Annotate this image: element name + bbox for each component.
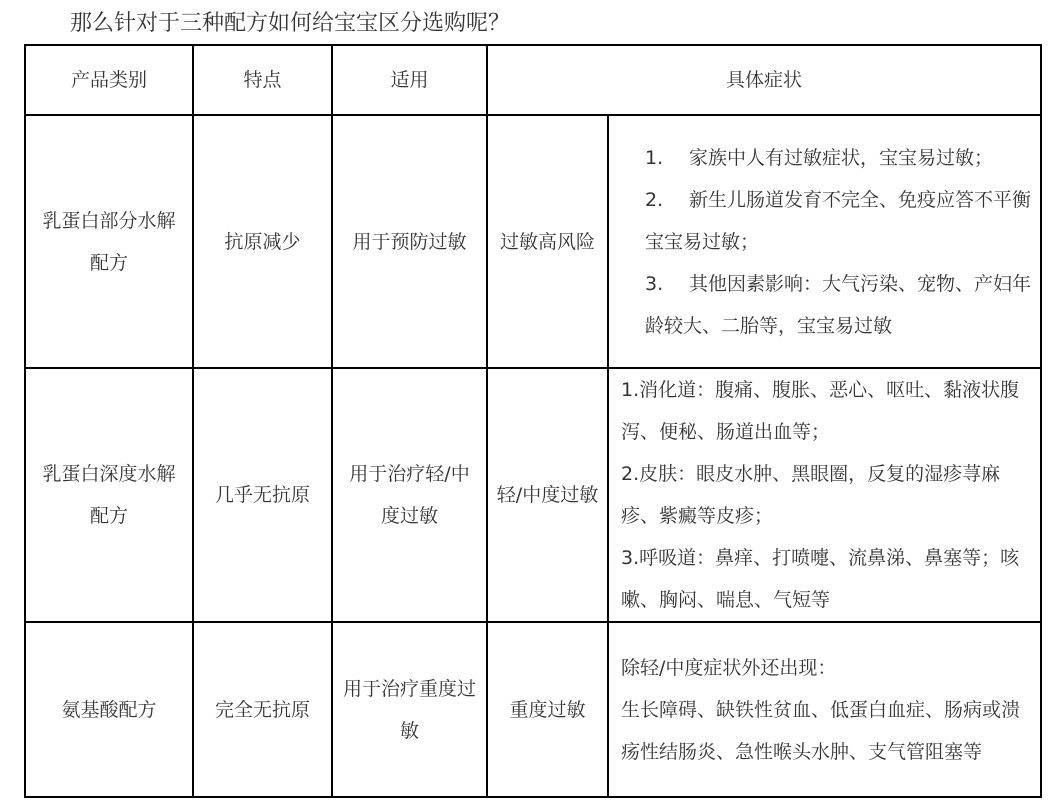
symptom-line bbox=[645, 179, 1032, 263]
category-cell: 乳蛋白部分水解配方 bbox=[25, 115, 193, 368]
symptoms-cell bbox=[608, 368, 1041, 622]
symptom-line bbox=[645, 137, 1032, 179]
table-row bbox=[25, 622, 1041, 797]
symptom-number: 3. bbox=[645, 272, 664, 295]
symptom-line: 除轻/中度症状外还出现： bbox=[621, 656, 837, 679]
table-row bbox=[25, 368, 1041, 622]
usage-cell: 用于治疗重度过敏 bbox=[332, 622, 487, 797]
category-cell: 氨基酸配方 bbox=[25, 622, 193, 797]
symptom-text: 家族中人有过敏症状，宝宝易过敏； bbox=[689, 146, 994, 169]
header-category: 产品类别 bbox=[25, 45, 193, 115]
symptom-line: 2.皮肤：眼皮水肿、黑眼圈，反复的湿疹荨麻疹、紫癜等皮疹； bbox=[621, 463, 1001, 527]
symptom-text: 新生儿肠道发育不完全、免疫应答不平衡宝宝易过敏； bbox=[645, 188, 1032, 253]
header-feature: 特点 bbox=[193, 45, 332, 115]
header-symptoms: 具体症状 bbox=[487, 45, 1041, 115]
page-title: 那么针对于三种配方如何给宝宝区分选购呢？ bbox=[70, 11, 511, 36]
level-cell: 轻/中度过敏 bbox=[487, 368, 608, 622]
header-usage: 适用 bbox=[332, 45, 487, 115]
feature-cell: 抗原减少 bbox=[193, 115, 332, 368]
symptom-line: 3.呼吸道：鼻痒、打喷嚏、流鼻涕、鼻塞等；咳嗽、胸闷、喘息、气短等 bbox=[621, 547, 1020, 611]
level-cell: 过敏高风险 bbox=[487, 115, 608, 368]
symptom-line bbox=[645, 263, 1032, 347]
category-cell: 乳蛋白深度水解配方 bbox=[25, 368, 193, 622]
usage-cell: 用于治疗轻/中度过敏 bbox=[332, 368, 487, 622]
usage-cell: 用于预防过敏 bbox=[332, 115, 487, 368]
table-row bbox=[25, 115, 1041, 368]
symptoms-cell bbox=[608, 622, 1041, 797]
symptom-number: 2. bbox=[645, 188, 664, 211]
symptoms-cell bbox=[608, 115, 1041, 368]
symptom-line: 生长障碍、缺铁性贫血、低蛋白血症、肠病或溃疡性结肠炎、急性喉头水肿、支气管阻塞等 bbox=[621, 698, 1021, 763]
formula-comparison-table bbox=[24, 44, 1042, 798]
symptom-number: 1. bbox=[645, 146, 664, 169]
feature-cell: 几乎无抗原 bbox=[193, 368, 332, 622]
table-header-row bbox=[25, 45, 1041, 115]
symptom-line: 1.消化道：腹痛、腹胀、恶心、呕吐、黏液状腹泻、便秘、肠道出血等； bbox=[621, 379, 1020, 443]
symptom-text: 其他因素影响：大气污染、宠物、产妇年龄较大、二胎等，宝宝易过敏 bbox=[645, 272, 1032, 337]
feature-cell: 完全无抗原 bbox=[193, 622, 332, 797]
level-cell: 重度过敏 bbox=[487, 622, 608, 797]
